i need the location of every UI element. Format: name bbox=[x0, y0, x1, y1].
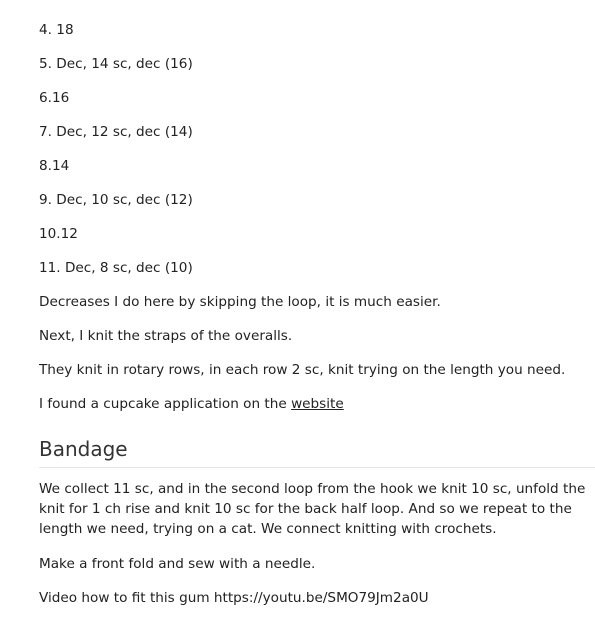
heading-divider bbox=[39, 467, 595, 468]
fold-paragraph: Make a front fold and sew with a needle. bbox=[39, 556, 316, 572]
pattern-step: 10.12 bbox=[39, 226, 78, 242]
article-content bbox=[39, 22, 595, 624]
pattern-step: 5. Dec, 14 sc, dec (16) bbox=[39, 56, 193, 72]
section-heading-bandage: Bandage bbox=[39, 437, 128, 461]
rotary-rows-paragraph: They knit in rotary rows, in each row 2 sc, knit trying on the length you need. bbox=[39, 362, 566, 378]
pattern-step: 6.16 bbox=[39, 90, 70, 106]
pattern-step: 7. Dec, 12 sc, dec (14) bbox=[39, 124, 193, 140]
pattern-step: 4. 18 bbox=[39, 22, 74, 38]
pattern-step: 8.14 bbox=[39, 158, 70, 174]
pattern-step: 11. Dec, 8 sc, dec (10) bbox=[39, 260, 193, 276]
cupcake-paragraph bbox=[39, 396, 595, 413]
decreases-paragraph: Decreases I do here by skipping the loop, it is much easier. bbox=[39, 294, 441, 310]
pattern-step: 9. Dec, 10 sc, dec (12) bbox=[39, 192, 193, 208]
video-paragraph: Video how to fit this gum https://youtu.be/SMO79Jm2a0U bbox=[39, 590, 429, 606]
cupcake-text: I found a cupcake application on the bbox=[39, 396, 292, 412]
bandage-paragraph: We collect 11 sc, and in the second loop from the hook we knit 10 sc, unfold the knit for 1 ch rise and knit 10 sc for the back half loop. And so we repeat to the length we need, trying on a cat. We connect knitting with crochets. bbox=[39, 481, 586, 537]
website-link[interactable]: website bbox=[291, 396, 344, 412]
straps-paragraph: Next, I knit the straps of the overalls. bbox=[39, 328, 293, 344]
